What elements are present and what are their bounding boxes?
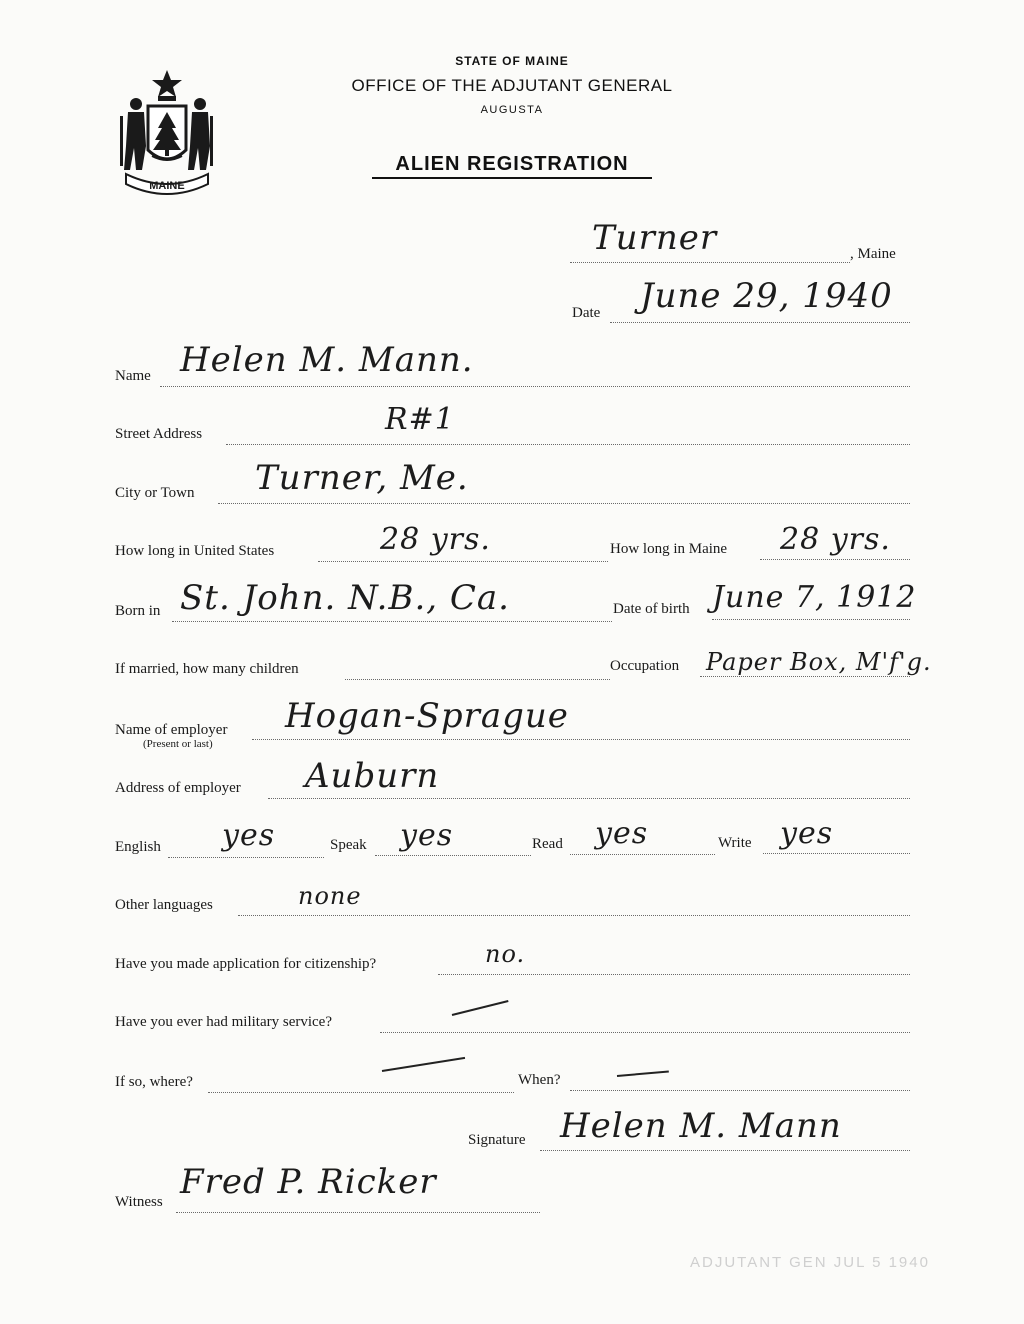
- occupation-dotted-line: [700, 676, 910, 677]
- married-children-label: If married, how many children: [115, 661, 299, 677]
- citizenship-value: no.: [485, 940, 526, 968]
- city-or-town-label: City or Town: [115, 485, 195, 501]
- how-long-maine-dotted-line: [760, 559, 910, 560]
- witness-dotted-line: [176, 1212, 540, 1213]
- citizenship-dotted-line: [438, 974, 910, 975]
- name-value: Helen M. Mann.: [180, 340, 474, 380]
- employer-name-label: Name of employer: [115, 722, 228, 738]
- title-underline: [372, 177, 652, 179]
- born-in-label: Born in: [115, 603, 161, 619]
- read-label: Read: [532, 836, 563, 852]
- when-dotted-line: [570, 1090, 910, 1091]
- english-label: English: [115, 839, 161, 855]
- when-dash-mark: [617, 1070, 669, 1077]
- date-dotted-line: [610, 322, 910, 323]
- write-dotted-line: [763, 853, 910, 854]
- how-long-us-label: How long in United States: [115, 543, 275, 559]
- employer-note: (Present or last): [143, 738, 213, 750]
- if-so-where-dash-mark: [382, 1057, 465, 1072]
- write-label: Write: [718, 835, 752, 851]
- read-dotted-line: [570, 854, 715, 855]
- date-value: June 29, 1940: [640, 276, 893, 316]
- speak-value: yes: [400, 818, 454, 853]
- street-address-value: R#1: [385, 402, 455, 437]
- how-long-maine-value: 28 yrs.: [780, 522, 891, 557]
- seal-banner-text: MAINE: [149, 180, 185, 192]
- other-languages-dotted-line: [238, 915, 910, 916]
- employer-address-value: Auburn: [305, 756, 440, 796]
- date-label: Date: [572, 305, 601, 321]
- occupation-label: Occupation: [610, 658, 680, 674]
- date-of-birth-label: Date of birth: [613, 601, 690, 617]
- header-office: OFFICE OF THE ADJUTANT GENERAL: [351, 76, 673, 95]
- citizenship-label: Have you made application for citizenship?: [115, 956, 377, 972]
- employer-name-value: Hogan-Sprague: [285, 696, 569, 736]
- witness-value: Fred P. Ricker: [180, 1162, 437, 1202]
- speak-label: Speak: [330, 837, 367, 853]
- employer-address-dotted-line: [268, 798, 910, 799]
- city-or-town-dotted-line: [218, 503, 910, 504]
- write-value: yes: [780, 816, 834, 851]
- maine-label: , Maine: [850, 246, 896, 262]
- other-languages-value: none: [298, 882, 362, 910]
- signature-dotted-line: [540, 1150, 910, 1151]
- date-of-birth-dotted-line: [712, 619, 910, 620]
- witness-label: Witness: [115, 1194, 163, 1210]
- name-dotted-line: [160, 386, 910, 387]
- how-long-maine-label: How long in Maine: [610, 541, 728, 557]
- street-address-dotted-line: [226, 444, 910, 445]
- military-service-label: Have you ever had military service?: [115, 1014, 332, 1030]
- town-value: Turner: [592, 218, 718, 258]
- military-service-dash-mark: [452, 1000, 509, 1016]
- how-long-us-value: 28 yrs.: [380, 522, 491, 557]
- read-value: yes: [595, 816, 649, 851]
- header-city: AUGUSTA: [480, 104, 544, 116]
- signature-label: Signature: [468, 1132, 526, 1148]
- street-address-label: Street Address: [115, 426, 203, 442]
- speak-dotted-line: [375, 855, 531, 856]
- if-so-where-label: If so, where?: [115, 1074, 193, 1090]
- when-label: When?: [518, 1072, 561, 1088]
- date-of-birth-value: June 7, 1912: [712, 580, 917, 615]
- city-or-town-value: Turner, Me.: [255, 458, 469, 498]
- signature-value: Helen M. Mann: [560, 1106, 842, 1146]
- header-state: STATE OF MAINE: [455, 54, 569, 68]
- other-languages-label: Other languages: [115, 897, 213, 913]
- military-service-dotted-line: [380, 1032, 910, 1033]
- if-so-where-dotted-line: [208, 1092, 514, 1093]
- occupation-value: Paper Box, M'f'g.: [706, 648, 932, 676]
- received-stamp: ADJUTANT GEN JUL 5 1940: [690, 1254, 930, 1271]
- how-long-us-dotted-line: [318, 561, 608, 562]
- employer-name-dotted-line: [252, 739, 910, 740]
- english-value: yes: [222, 818, 276, 853]
- form-title: ALIEN REGISTRATION: [395, 153, 629, 175]
- english-dotted-line: [168, 857, 324, 858]
- name-label: Name: [115, 368, 151, 384]
- born-in-dotted-line: [172, 621, 612, 622]
- town-dotted-line: [570, 262, 850, 263]
- married-children-dotted-line: [345, 679, 610, 680]
- employer-address-label: Address of employer: [115, 780, 241, 796]
- born-in-value: St. John. N.B., Ca.: [180, 578, 510, 618]
